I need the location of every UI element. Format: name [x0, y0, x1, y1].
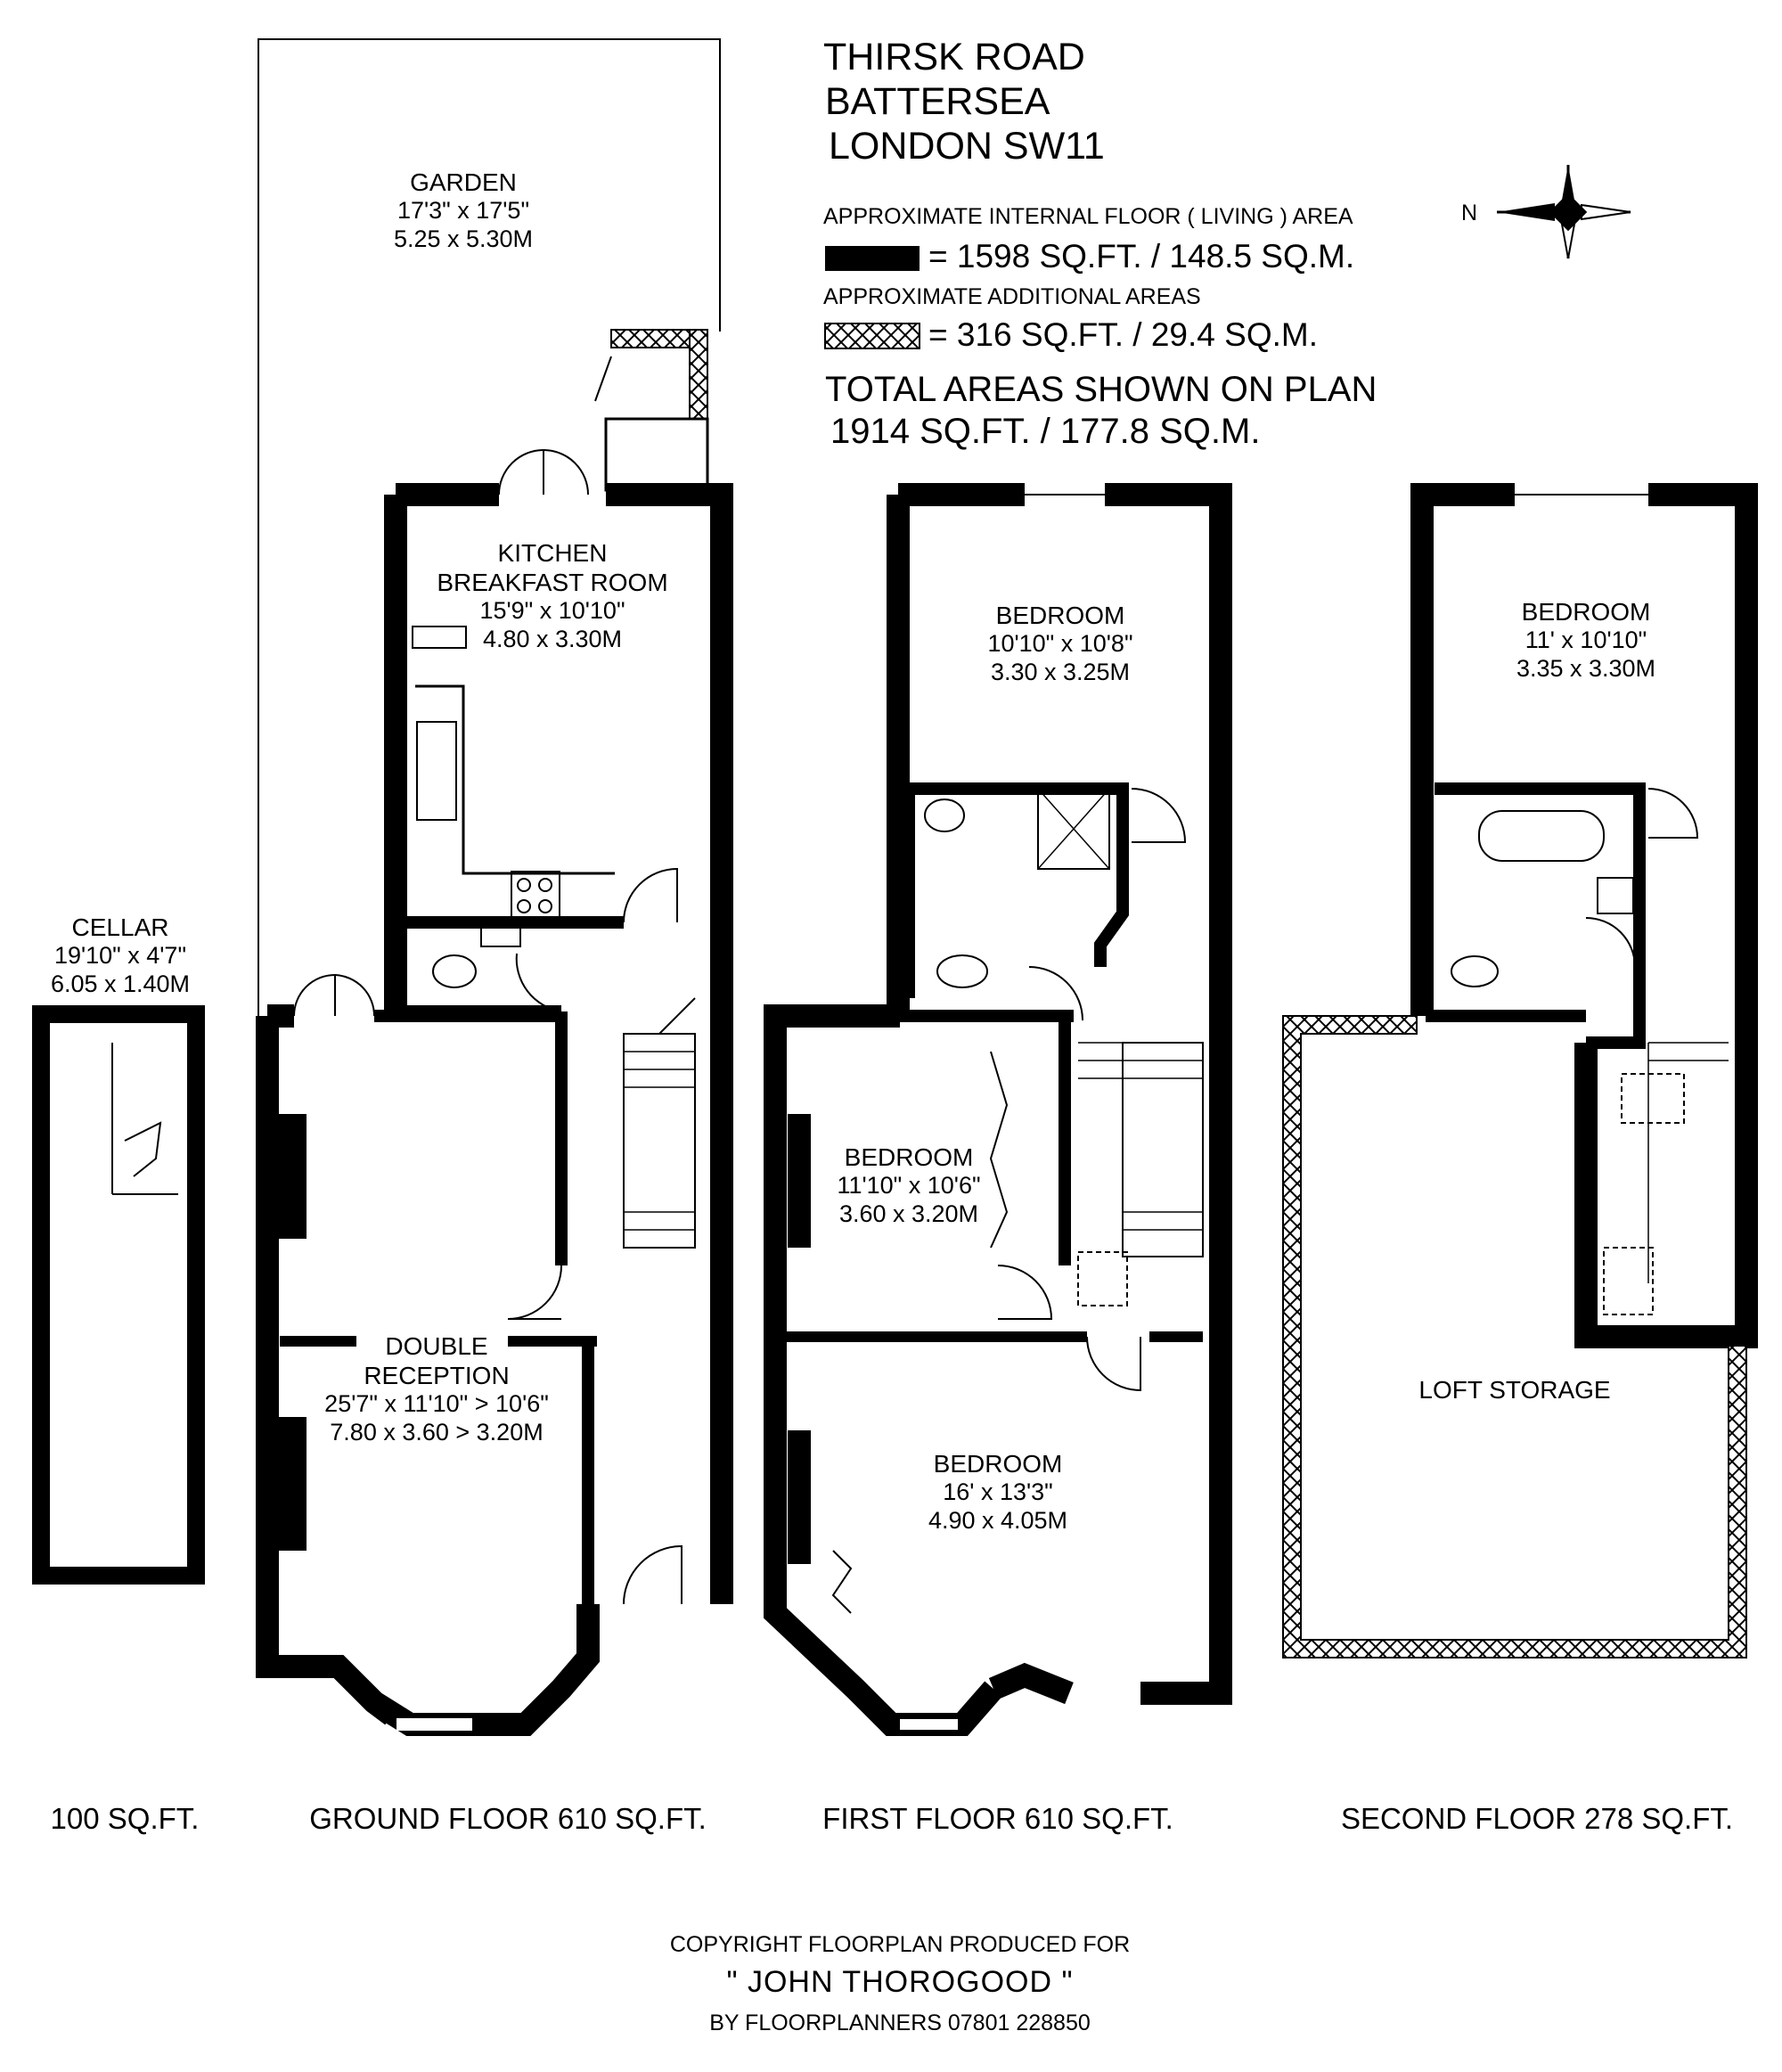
first-floor-area-label: FIRST FLOOR 610 SQ.FT.	[822, 1802, 1173, 1835]
kitchen-name-2: BREAKFAST ROOM	[437, 569, 668, 597]
reception-label	[294, 1331, 579, 1447]
ground-floor-area-label: GROUND FLOOR 610 SQ.FT.	[309, 1802, 707, 1835]
additional-area-value: = 316 SQ.FT. / 29.4 SQ.M.	[928, 316, 1318, 353]
total-area-label: TOTAL AREAS SHOWN ON PLAN	[825, 370, 1377, 409]
internal-area-label: APPROXIMATE INTERNAL FLOOR ( LIVING ) AREA	[823, 204, 1353, 229]
garden-name: GARDEN	[410, 168, 517, 196]
ff-bedroom-front-label	[891, 1449, 1105, 1536]
address-line-2: BATTERSEA	[825, 80, 1050, 123]
cellar-area-label: 100 SQ.FT.	[50, 1802, 200, 1835]
kitchen-metric: 4.80 x 3.30M	[482, 625, 623, 652]
ff-bedroom-front-metric: 4.90 x 4.05M	[928, 1506, 1068, 1534]
legend-solid-swatch	[825, 246, 920, 271]
additional-area-label: APPROXIMATE ADDITIONAL AREAS	[823, 284, 1201, 309]
sf-bedroom-label	[1479, 597, 1693, 684]
address-line-3: LONDON SW11	[829, 125, 1105, 168]
garden-metric: 5.25 x 5.30M	[393, 225, 534, 252]
kitchen-imperial: 15'9" x 10'10"	[479, 597, 625, 625]
kitchen-name-1: KITCHEN	[497, 539, 608, 567]
loft-storage-label: LOFT STORAGE	[1418, 1376, 1611, 1404]
garden-store	[595, 330, 707, 490]
cellar-name: CELLAR	[71, 913, 169, 941]
compass-north-label: N	[1461, 201, 1478, 225]
cellar-plan	[41, 1014, 196, 1576]
cellar-metric: 6.05 x 1.40M	[50, 970, 191, 997]
sf-bedroom-name: BEDROOM	[1521, 598, 1651, 626]
second-floor-area-label: SECOND FLOOR 278 SQ.FT.	[1340, 1802, 1734, 1835]
ff-bedroom-rear-name: BEDROOM	[995, 602, 1125, 629]
ff-bedroom-front-name: BEDROOM	[933, 1450, 1063, 1478]
ff-bedroom-mid-imperial: 11'10" x 10'6"	[837, 1172, 981, 1200]
copyright-line-2: " JOHN THOROGOOD "	[726, 1965, 1074, 1999]
legend-hatch-swatch	[825, 323, 920, 348]
cellar-label	[27, 913, 214, 999]
total-area-value: 1914 SQ.FT. / 177.8 SQ.M.	[830, 412, 1261, 451]
north-arrow-icon	[1497, 165, 1631, 258]
internal-area-value: = 1598 SQ.FT. / 148.5 SQ.M.	[928, 238, 1355, 274]
kitchen-label	[419, 538, 686, 654]
ff-bedroom-rear-metric: 3.30 x 3.25M	[990, 658, 1131, 685]
ff-bedroom-rear-imperial: 10'10" x 10'8"	[987, 630, 1133, 658]
ff-bedroom-rear-label	[953, 601, 1167, 687]
address-line-1: THIRSK ROAD	[823, 36, 1085, 78]
copyright-line-1: COPYRIGHT FLOORPLAN PRODUCED FOR	[669, 1932, 1131, 1957]
sf-bedroom-metric: 3.35 x 3.30M	[1516, 654, 1656, 682]
ff-bedroom-front-imperial: 16' x 13'3"	[943, 1478, 1053, 1506]
ff-bedroom-mid-name: BEDROOM	[844, 1143, 974, 1171]
cellar-imperial: 19'10" x 4'7"	[53, 942, 187, 970]
reception-metric: 7.80 x 3.60 > 3.20M	[330, 1418, 544, 1445]
copyright-line-3: BY FLOORPLANNERS 07801 228850	[709, 2011, 1091, 2035]
ff-bedroom-mid-metric: 3.60 x 3.20M	[838, 1200, 979, 1227]
garden-imperial: 17'3" x 17'5"	[396, 197, 530, 225]
ff-bedroom-mid-label	[802, 1142, 1016, 1229]
garden-label	[374, 168, 552, 254]
reception-imperial: 25'7" x 11'10" > 10'6"	[324, 1390, 549, 1418]
reception-name-1: DOUBLE	[385, 1332, 488, 1360]
reception-name-2: RECEPTION	[364, 1362, 510, 1390]
sf-bedroom-imperial: 11' x 10'10"	[1525, 627, 1647, 654]
